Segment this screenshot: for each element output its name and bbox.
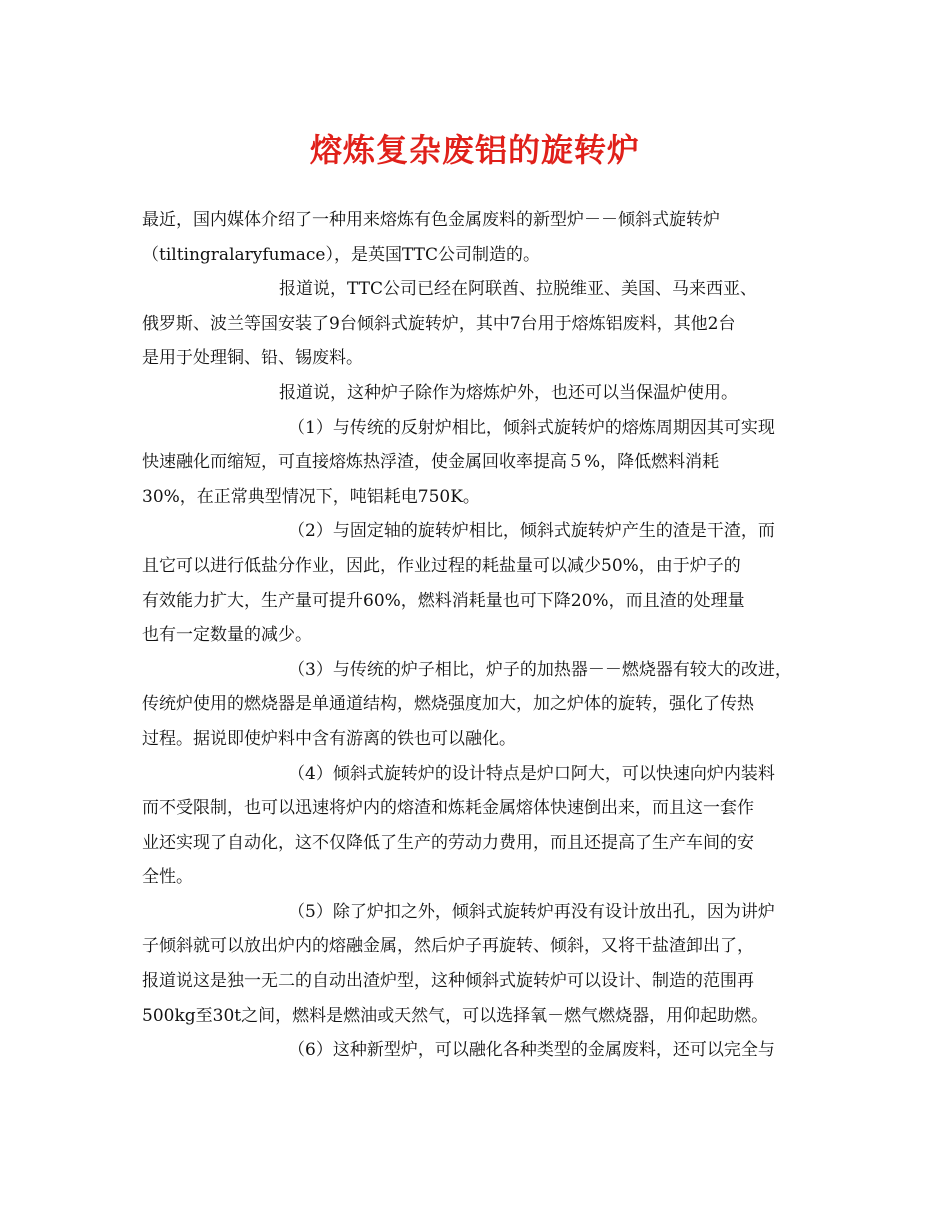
text-line: 有效能力扩大，生产量可提升60%，燃料消耗量也可下降20%，而且渣的处理量	[142, 590, 745, 611]
text-line: 子倾斜就可以放出炉内的熔融金属，然后炉子再旋转、倾斜，又将干盐渣卸出了，	[142, 936, 754, 957]
text-line: 500kg至30t之间，燃料是燃油或天然气，可以选择氧－燃气燃烧器，用仰起助燃。	[142, 1005, 769, 1026]
text-line: （4）倾斜式旋转炉的设计特点是炉口阿大，可以快速向炉内装料	[288, 763, 775, 784]
text-line: （1）与传统的反射炉相比，倾斜式旋转炉的熔炼周期因其可实现	[288, 417, 775, 438]
text-line: 最近，国内媒体介绍了一种用来熔炼有色金属废料的新型炉－－倾斜式旋转炉	[142, 210, 720, 230]
text-line: 俄罗斯、波兰等国安装了9台倾斜式旋转炉，其中7台用于熔炼铝废料，其他2台	[142, 313, 736, 334]
text-line: 报道说，这种炉子除作为熔炼炉外，也还可以当保温炉使用。	[279, 382, 738, 403]
text-line: （tiltingralaryfumace），是英国TTC公司制造的。	[142, 244, 540, 265]
text-line: （3）与传统的炉子相比，炉子的加热器－－燃烧器有较大的改进，	[288, 659, 792, 680]
text-line: 是用于处理铜、铅、锡废料。	[142, 348, 363, 369]
text-line: （6）这种新型炉，可以融化各种类型的金属废料，还可以完全与	[288, 1040, 775, 1061]
text-line: （2）与固定轴的旋转炉相比，倾斜式旋转炉产生的渣是干渣，而	[288, 521, 775, 542]
text-line: 也有一定数量的减少。	[142, 625, 312, 646]
document-body	[142, 203, 810, 1068]
text-line: 过程。据说即使炉料中含有游离的铁也可以融化。	[142, 728, 516, 749]
text-line: 报道说，TTC公司已经在阿联酋、拉脱维亚、美国、马来西亚、	[279, 279, 757, 300]
text-line: 报道说这是独一无二的自动出渣炉型，这种倾斜式旋转炉可以设计、制造的范围再	[142, 971, 754, 992]
text-line: 传统炉使用的燃烧器是单通道结构，燃烧强度加大，加之炉体的旋转，强化了传热	[142, 694, 754, 715]
text-line: 而不受限制，也可以迅速将炉内的熔渣和炼耗金属熔体快速倒出来，而且这一套作	[142, 798, 754, 819]
text-line: 业还实现了自动化，这不仅降低了生产的劳动力费用，而且还提高了生产车间的安	[142, 832, 754, 853]
text-line: 快速融化而缩短，可直接熔炼热浮渣，使金属回收率提高５%，降低燃料消耗	[142, 452, 720, 473]
text-line: 且它可以进行低盐分作业，因此，作业过程的耗盐量可以减少50%，由于炉子的	[142, 555, 741, 576]
text-line: 全性。	[142, 867, 193, 888]
text-line: （5）除了炉扣之外，倾斜式旋转炉再没有设计放出孔，因为讲炉	[288, 901, 775, 922]
text-line: 30%，在正常典型情况下，吨铝耗电750K。	[142, 486, 480, 507]
document-title: 熔炼复杂废铝的旋转炉	[309, 131, 640, 169]
